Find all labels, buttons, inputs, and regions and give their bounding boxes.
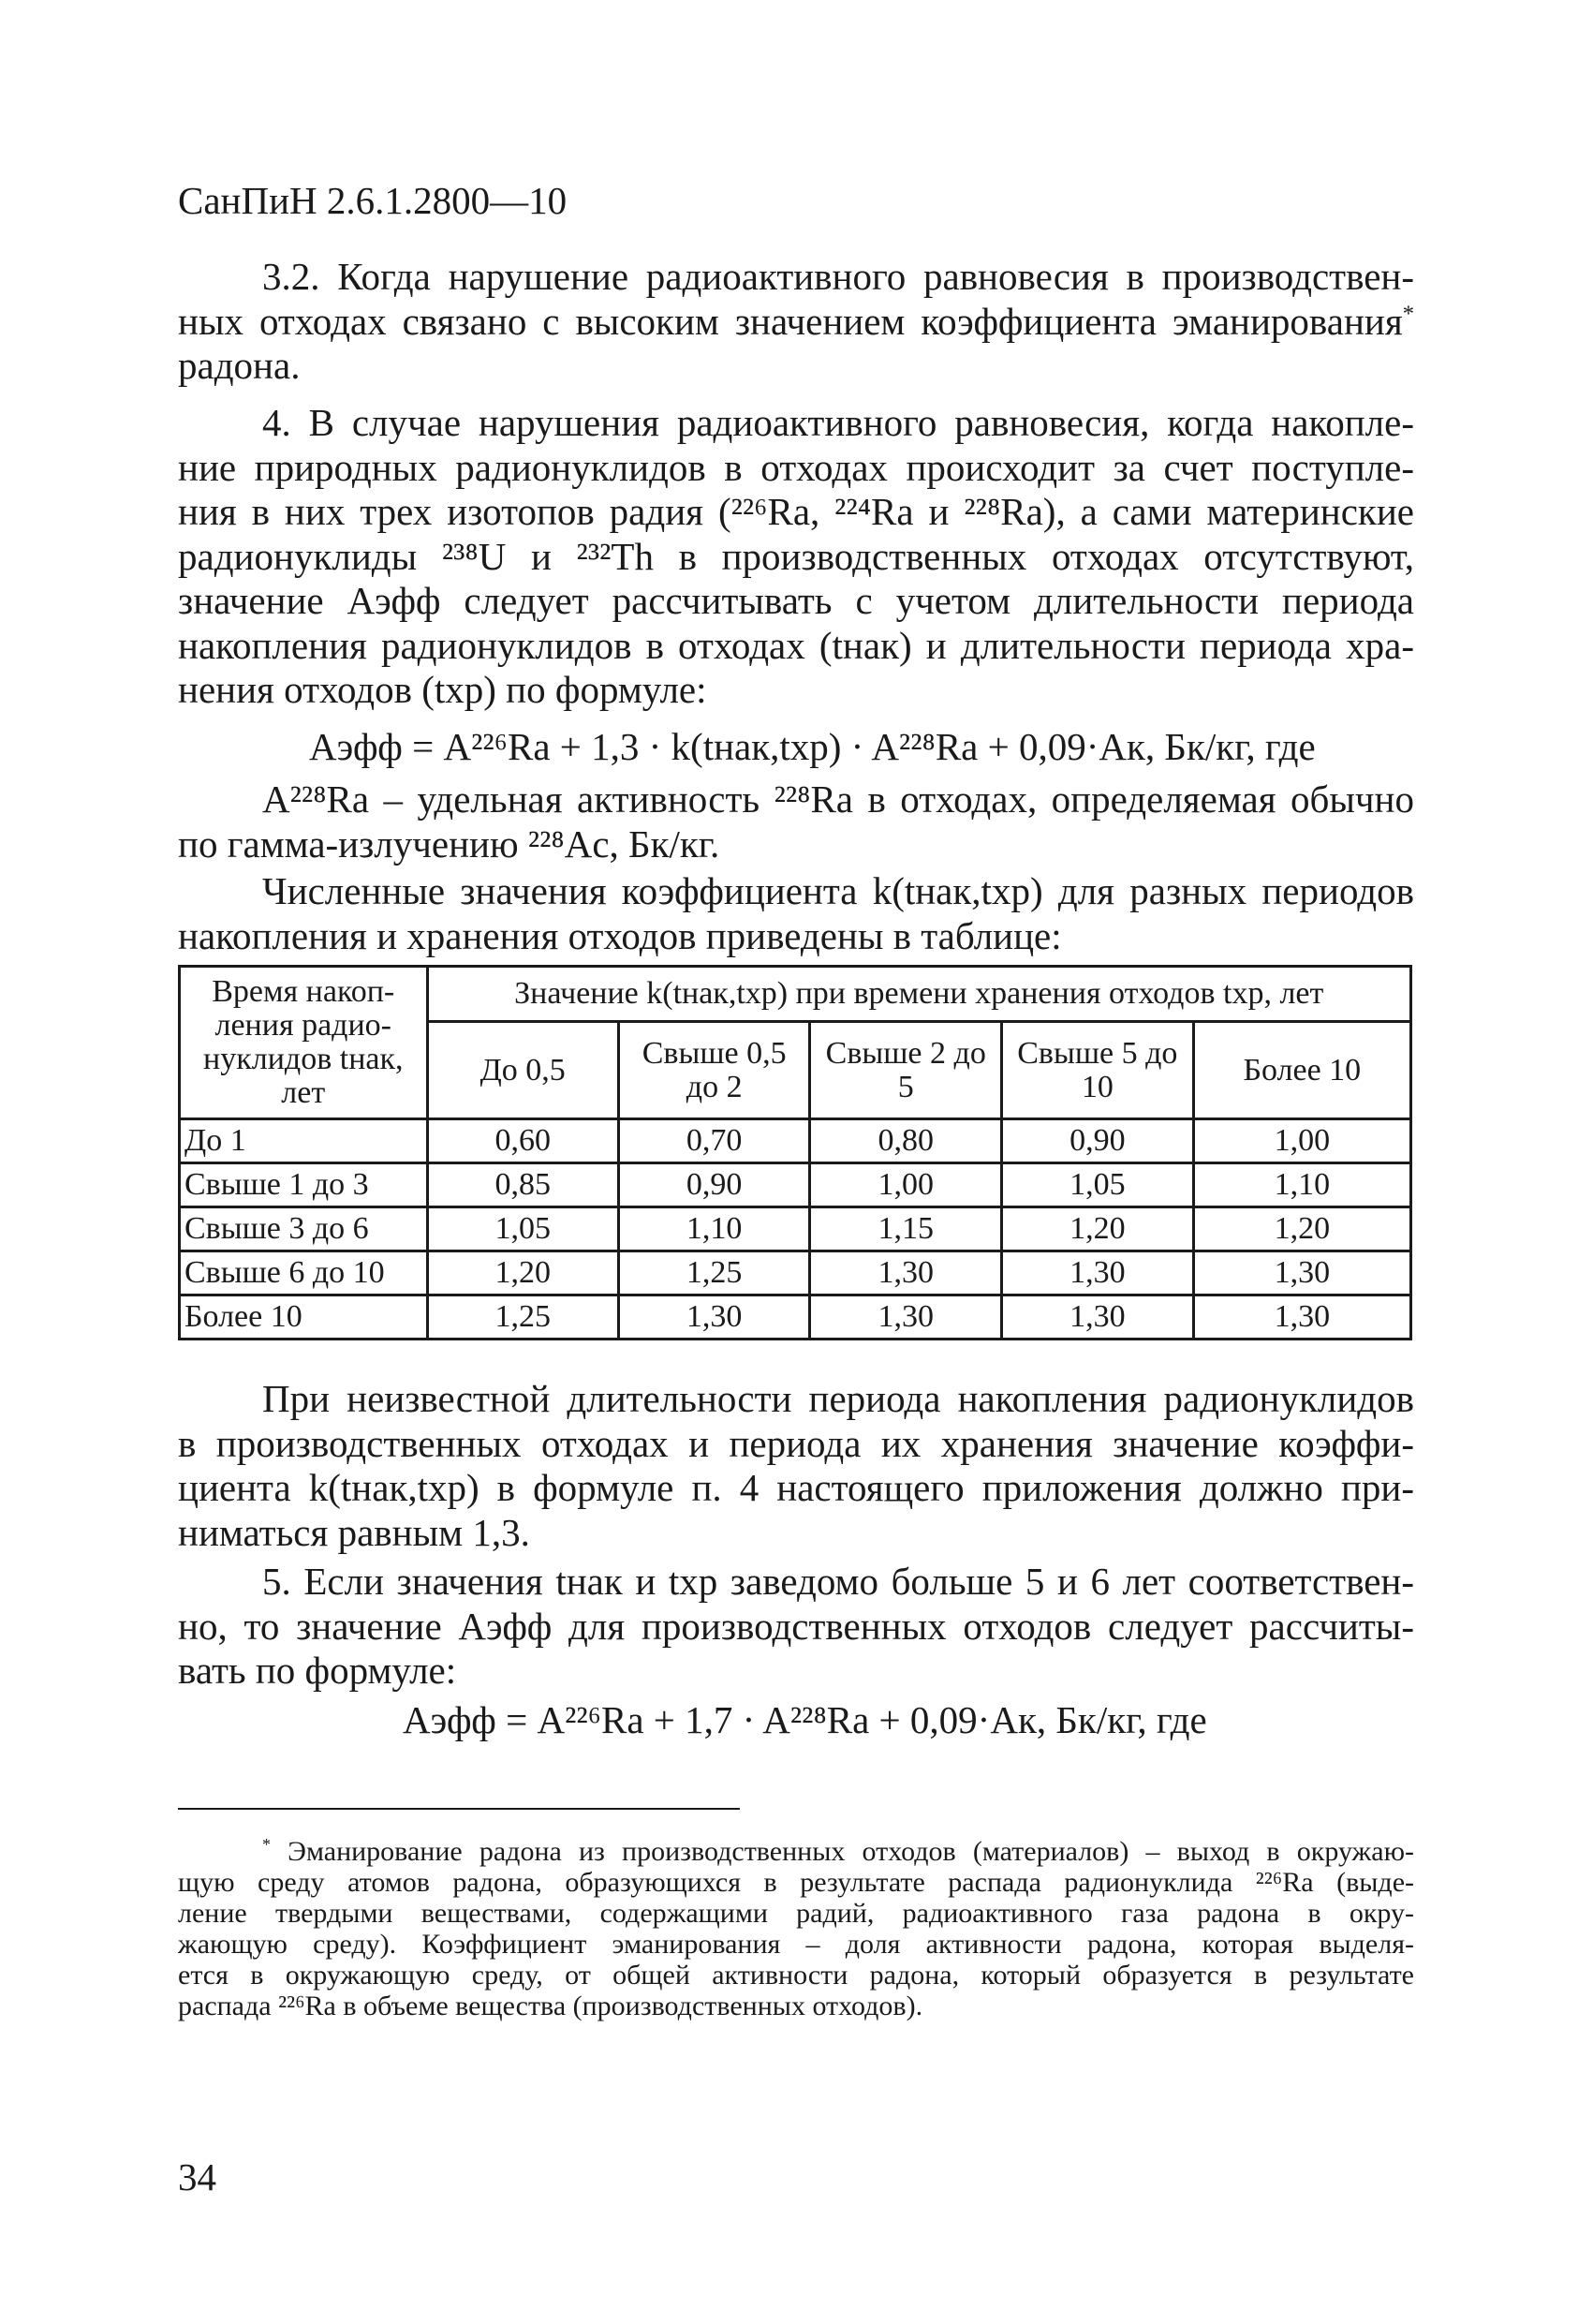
paragraph-4-line-6: накопления радионуклидов в отходах (tнак) и длительности периода хра- bbox=[178, 623, 1414, 667]
table-cell: 1,30 bbox=[810, 1295, 1002, 1340]
paragraph-4-line-5: значение Аэфф следует рассчитывать с учетом длительности периода bbox=[178, 579, 1414, 622]
table-intro-line-2: накопления и хранения отходов приведены в таблице: bbox=[178, 913, 1062, 957]
table-row bbox=[180, 1295, 1411, 1340]
paragraph-4-line-7: нения отходов (tхр) по формуле: bbox=[178, 668, 707, 711]
paragraph-4-line-3: ния в них трех изотопов радия (²²⁶Ra, ²²⁴Ra и ²²⁸Ra), а сами материнские bbox=[178, 490, 1414, 533]
table-row bbox=[180, 1163, 1411, 1207]
table-cell: 1,30 bbox=[1002, 1295, 1194, 1340]
definition-paragraph bbox=[178, 777, 1414, 866]
paragraph-unknown-line-2: в производственных отходах и периода их хранения значение коэффи- bbox=[178, 1421, 1414, 1465]
table-cell: 1,00 bbox=[810, 1163, 1002, 1207]
table-group-header: Значение k(tнак,tхр) при времени хранения отходов tхр, лет bbox=[427, 967, 1410, 1022]
table-column-header: Свыше 5 до 10 bbox=[1002, 1022, 1194, 1119]
footnote-line-2: щую среду атомов радона, образующихся в результате распада радионуклида ²²⁶Ra (выде- bbox=[178, 1867, 1414, 1898]
footnote-separator bbox=[178, 1808, 740, 1810]
table-cell: 1,05 bbox=[1002, 1163, 1194, 1207]
formula-2: Aэфф = A²²⁶Ra + 1,7 · A²²⁸Ra + 0,09·Aк, Бк/кг, где bbox=[403, 1698, 1207, 1741]
table-row-label: До 1 bbox=[180, 1119, 428, 1163]
document-header: СанПиН 2.6.1.2800—10 bbox=[178, 179, 568, 222]
table-row bbox=[180, 1251, 1411, 1295]
table-cell: 0,80 bbox=[810, 1119, 1002, 1163]
table-cell: 1,30 bbox=[1193, 1295, 1410, 1340]
table-row-label: Свыше 1 до 3 bbox=[180, 1163, 428, 1207]
paragraph-3-2 bbox=[178, 255, 1414, 389]
table-cell: 0,70 bbox=[618, 1119, 810, 1163]
table-cell: 1,25 bbox=[618, 1251, 810, 1295]
paragraph-5-line-1: 5. Если значения tнак и tхр заведомо больше 5 и 6 лет соответствен- bbox=[262, 1560, 1414, 1603]
table-cell: 0,90 bbox=[618, 1163, 810, 1207]
table-cell: 1,00 bbox=[1193, 1119, 1410, 1163]
table-row-label: Свыше 3 до 6 bbox=[180, 1207, 428, 1251]
footnote-line-3: ление твердыми веществами, содержащими радий, радиоактивного газа радона в окру- bbox=[178, 1898, 1414, 1929]
footnote-line-5: ется в окружающую среду, от общей активности радона, который образуется в результате bbox=[178, 1960, 1414, 1991]
paragraph-unknown-line-1: При неизвестной длительности периода накопления радионуклидов bbox=[262, 1377, 1414, 1420]
footnote-mark: * bbox=[262, 1835, 271, 1854]
definition-line-2: по гамма-излучению ²²⁸Ac, Бк/кг. bbox=[178, 822, 720, 866]
formula-1: Aэфф = A²²⁶Ra + 1,3 · k(tнак,tхр) · A²²⁸Ra + 0,09·Aк, Бк/кг, где bbox=[309, 725, 1316, 768]
footnote bbox=[178, 1836, 1414, 2021]
paragraph-3-2-line-1: 3.2. Когда нарушение радиоактивного равновесия в производствен- bbox=[262, 255, 1414, 298]
table-row-label: Более 10 bbox=[180, 1295, 428, 1340]
table-cell: 1,20 bbox=[427, 1251, 618, 1295]
paragraph-4 bbox=[178, 401, 1414, 713]
paragraph-unknown-line-4: ниматься равным 1,3. bbox=[178, 1510, 530, 1554]
table-column-header: До 0,5 bbox=[427, 1022, 618, 1119]
table-cell: 1,20 bbox=[1193, 1207, 1410, 1251]
table-intro bbox=[178, 869, 1414, 958]
footnote-reference-mark: * bbox=[1402, 300, 1414, 326]
table-cell: 1,30 bbox=[810, 1251, 1002, 1295]
table-row bbox=[180, 1119, 1411, 1163]
coefficient-table bbox=[178, 965, 1412, 1340]
table-corner-header: Время накоп-ления радио-нуклидов tнак, лет bbox=[180, 967, 428, 1119]
paragraph-5-line-2: но, то значение Аэфф для производственных отходов следует рассчиты- bbox=[178, 1604, 1414, 1648]
table-cell: 1,05 bbox=[427, 1207, 618, 1251]
table-cell: 0,60 bbox=[427, 1119, 618, 1163]
footnote-line-4: жающую среду). Коэффициент эманирования – доля активности радона, которая выделя- bbox=[178, 1929, 1414, 1960]
table-cell: 1,30 bbox=[1193, 1251, 1410, 1295]
paragraph-unknown-duration bbox=[178, 1377, 1414, 1555]
footnote-line-6: распада ²²⁶Ra в объеме вещества (производственных отходов). bbox=[178, 1991, 923, 2021]
paragraph-4-line-4: радионуклиды ²³⁸U и ²³²Th в производственных отходах отсутствуют, bbox=[178, 534, 1414, 578]
paragraph-5-line-3: вать по формуле: bbox=[178, 1649, 457, 1692]
table-intro-line-1: Численные значения коэффициента k(tнак,tхр) для разных периодов bbox=[262, 869, 1414, 912]
table-cell: 0,85 bbox=[427, 1163, 618, 1207]
table-column-header: Более 10 bbox=[1193, 1022, 1410, 1119]
table-cell: 1,30 bbox=[618, 1295, 810, 1340]
footnote-line-1: * Эманирование радона из производственных отходов (материалов) – выход в окружаю- bbox=[262, 1835, 1414, 1867]
table-column-header: Свыше 0,5 до 2 bbox=[618, 1022, 810, 1119]
table-column-header: Свыше 2 до 5 bbox=[810, 1022, 1002, 1119]
table-cell: 1,15 bbox=[810, 1207, 1002, 1251]
paragraph-4-line-2: ние природных радионуклидов в отходах происходит за счет поступле- bbox=[178, 445, 1414, 489]
table-cell: 1,10 bbox=[618, 1207, 810, 1251]
paragraph-4-line-1: 4. В случае нарушения радиоактивного равновесия, когда накопле- bbox=[262, 401, 1414, 444]
definition-line-1: A²²⁸Ra – удельная активность ²²⁸Ra в отходах, определяемая обычно bbox=[262, 777, 1414, 821]
table-cell: 1,10 bbox=[1193, 1163, 1410, 1207]
table-cell: 1,20 bbox=[1002, 1207, 1194, 1251]
table-cell: 0,90 bbox=[1002, 1119, 1194, 1163]
page-number: 34 bbox=[178, 2155, 216, 2198]
paragraph-3-2-line-2: ных отходах связано с высоким значением коэффициента эманирования* bbox=[178, 299, 1414, 343]
paragraph-5 bbox=[178, 1560, 1414, 1694]
paragraph-3-2-line-3: радона. bbox=[178, 344, 301, 387]
paragraph-unknown-line-3: циента k(tнак,tхр) в формуле п. 4 настоящего приложения должно при- bbox=[178, 1466, 1414, 1509]
table-cell: 1,30 bbox=[1002, 1251, 1194, 1295]
table-cell: 1,25 bbox=[427, 1295, 618, 1340]
table-row bbox=[180, 1207, 1411, 1251]
table-row-label: Свыше 6 до 10 bbox=[180, 1251, 428, 1295]
